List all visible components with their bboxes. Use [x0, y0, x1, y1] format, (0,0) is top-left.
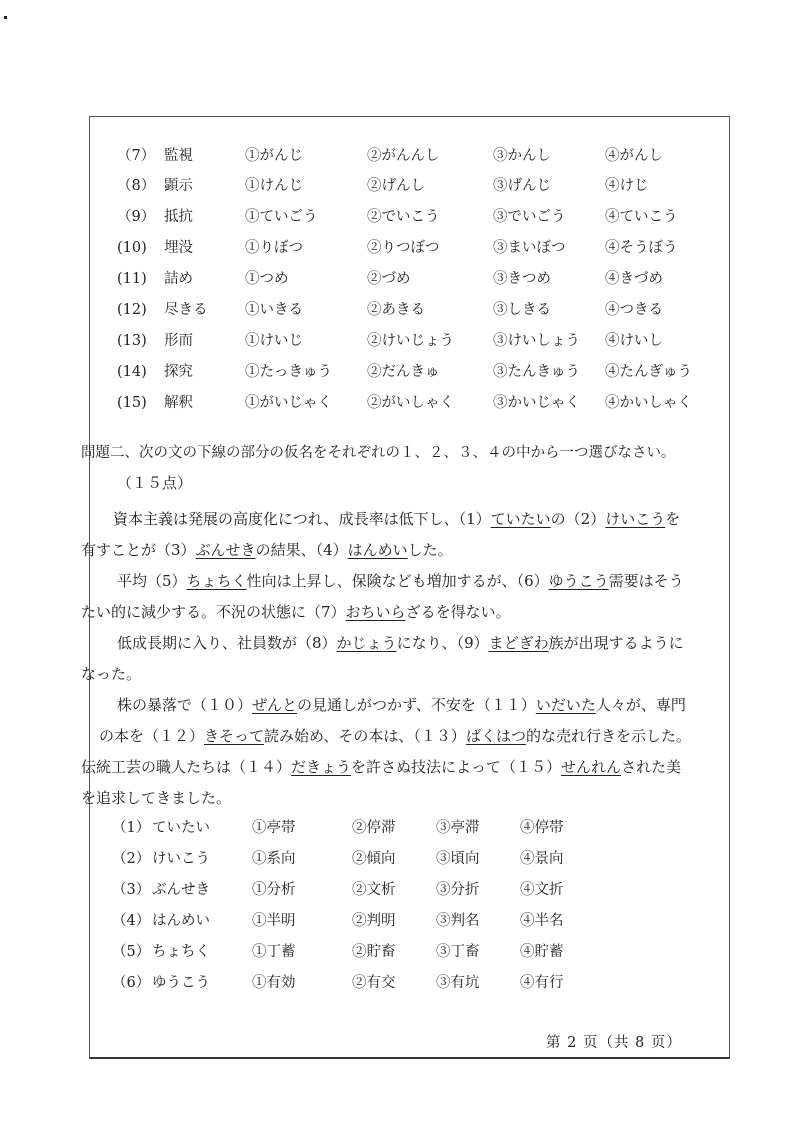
- option-2: ②りつぼつ: [367, 240, 440, 256]
- item-number: (13): [117, 333, 147, 349]
- option-1: ①けいじ: [245, 333, 303, 349]
- item-word: 解釈: [164, 395, 193, 411]
- option-1: ①半明: [252, 913, 296, 929]
- passage-line-1: 資本主義は発展の高度化につれ、成長率は低下し、（1）ていたいの（2）けいこうを: [113, 510, 681, 528]
- item-word: ぶんせき: [152, 882, 210, 898]
- passage-line-4: たい的に減少する。不況の状態に（7）おちいらざるを得ない。: [81, 603, 511, 621]
- option-2: ②がいしゃく: [367, 395, 454, 411]
- item-number: (11): [117, 271, 147, 287]
- underlined-word: けいこう: [605, 510, 666, 528]
- option-3: ③げんじ: [493, 178, 551, 194]
- item-number: (10): [117, 240, 147, 256]
- option-3: ③有坑: [436, 975, 480, 991]
- item-number: (12): [117, 302, 147, 318]
- option-2: ②文析: [352, 882, 396, 898]
- option-3: ③かいじゃく: [493, 395, 580, 411]
- item-number: （7）: [117, 148, 156, 164]
- underlined-word: だきょう: [291, 758, 352, 776]
- item-number: （1）: [112, 820, 151, 836]
- option-4: ④貯蓄: [520, 944, 564, 960]
- option-2: ②貯畜: [352, 944, 396, 960]
- option-1: ①けんじ: [245, 178, 303, 194]
- option-1: ①いきる: [245, 302, 303, 318]
- item-number: (14): [117, 364, 147, 380]
- option-3: ③かんし: [493, 148, 551, 164]
- option-1: ①つめ: [245, 271, 289, 287]
- option-3: ③でいごう: [493, 209, 566, 225]
- option-3: ③けいしょう: [493, 333, 580, 349]
- option-4: ④文折: [520, 882, 564, 898]
- item-word: 探究: [164, 364, 193, 380]
- option-3: ③まいぼつ: [493, 240, 566, 256]
- option-2: ②がんんし: [367, 148, 440, 164]
- item-word: はんめい: [152, 913, 210, 929]
- passage-line-6: なった。: [81, 665, 142, 683]
- item-word: 顕示: [164, 178, 193, 194]
- item-word: 形而: [164, 333, 193, 349]
- item-word: 埋没: [164, 240, 193, 256]
- item-word: けいこう: [152, 851, 210, 867]
- passage-line-8: の本を（１２）きそって読み始め、その本は、（１３）ばくはつ的な売れ行きを示した。: [99, 727, 691, 745]
- underlined-word: ぜんと: [252, 696, 298, 714]
- option-2: ②停滞: [352, 820, 396, 836]
- option-4: ④たんぎゅう: [605, 364, 692, 380]
- option-2: ②でいこう: [367, 209, 440, 225]
- passage-line-9: 伝統工芸の職人たちは（１４）だきょうを許さぬ技法によって（１５）せんれんされた美: [81, 758, 682, 776]
- item-number: （2）: [112, 851, 151, 867]
- option-1: ①がいじゃく: [245, 395, 332, 411]
- page-number: 第 2 页（共 8 页）: [546, 1035, 682, 1051]
- item-word: ゆうこう: [152, 975, 210, 991]
- option-1: ①ていごう: [245, 209, 318, 225]
- item-number: (15): [117, 395, 147, 411]
- question-points: （１５点）: [117, 474, 193, 492]
- scan-mark: [4, 16, 7, 19]
- option-4: ④半名: [520, 913, 564, 929]
- option-4: ④停帯: [520, 820, 564, 836]
- option-3: ③たんきゅう: [493, 364, 580, 380]
- underlined-word: きそって: [204, 727, 265, 745]
- item-word: 尽きる: [164, 302, 208, 318]
- option-3: ③頃向: [436, 851, 480, 867]
- passage-line-5: 低成長期に入り、社員数が（8）かじょうになり、（9）まどぎわ族が出現するように: [117, 634, 684, 652]
- option-4: ④かいしゃく: [605, 395, 692, 411]
- item-word: ちょちく: [152, 944, 210, 960]
- option-4: ④有行: [520, 975, 564, 991]
- underlined-word: おちいら: [345, 603, 406, 621]
- option-4: ④ていこう: [605, 209, 678, 225]
- passage-line-3: 平均（5）ちょちく性向は上昇し、保険なども増加するが、（6）ゆうこう需要はそう: [117, 572, 684, 590]
- option-4: ④景向: [520, 851, 564, 867]
- item-word: 詰め: [164, 271, 193, 287]
- option-3: ③きつめ: [493, 271, 551, 287]
- option-1: ①丁蓄: [252, 944, 296, 960]
- underlined-word: いだいた: [535, 696, 596, 714]
- underlined-word: ゆうこう: [548, 572, 609, 590]
- underlined-word: まどぎわ: [488, 634, 549, 652]
- item-word: ていたい: [152, 820, 210, 836]
- option-2: ②だんきゅ: [367, 364, 440, 380]
- question-title: 問題二、次の文の下線の部分の仮名をそれぞれの１、２、３、４の中から一つ選びなさい。: [81, 445, 676, 461]
- option-3: ③分折: [436, 882, 480, 898]
- option-4: ④けじ: [605, 178, 649, 194]
- item-number: （6）: [112, 975, 151, 991]
- underlined-word: ちょちく: [186, 572, 247, 590]
- underlined-word: ぶんせき: [195, 541, 256, 559]
- underlined-word: ばくはつ: [465, 727, 526, 745]
- item-number: （8）: [117, 178, 156, 194]
- option-1: ①がんじ: [245, 148, 303, 164]
- option-1: ①たっきゅう: [245, 364, 332, 380]
- option-2: ②有交: [352, 975, 396, 991]
- option-4: ④きづめ: [605, 271, 663, 287]
- item-word: 抵抗: [164, 209, 193, 225]
- option-1: ①分析: [252, 882, 296, 898]
- item-number: （5）: [112, 944, 151, 960]
- item-number: （4）: [112, 913, 151, 929]
- option-2: ②判明: [352, 913, 396, 929]
- option-1: ①系向: [252, 851, 296, 867]
- underlined-word: かじょう: [336, 634, 397, 652]
- option-4: ④けいし: [605, 333, 663, 349]
- option-4: ④そうぼう: [605, 240, 678, 256]
- option-2: ②あきる: [367, 302, 425, 318]
- item-number: （3）: [112, 882, 151, 898]
- option-2: ②げんし: [367, 178, 425, 194]
- item-word: 監視: [164, 148, 193, 164]
- underlined-word: はんめい: [347, 541, 408, 559]
- option-4: ④つきる: [605, 302, 663, 318]
- option-2: ②づめ: [367, 271, 411, 287]
- option-3: ③亭滞: [436, 820, 480, 836]
- option-2: ②傾向: [352, 851, 396, 867]
- option-3: ③しきる: [493, 302, 551, 318]
- option-1: ①亭帯: [252, 820, 296, 836]
- option-3: ③判名: [436, 913, 480, 929]
- passage-line-2: 有すことが（3）ぶんせきの結果、（4）はんめいした。: [81, 541, 453, 559]
- passage-line-7: 株の暴落で（１０）ぜんとの見通しがつかず、不安を（１１）いだいた人々が、専門: [117, 696, 686, 714]
- option-1: ①りぼつ: [245, 240, 303, 256]
- underlined-word: せんれん: [561, 758, 622, 776]
- underlined-word: ていたい: [490, 510, 551, 528]
- option-4: ④がんし: [605, 148, 663, 164]
- option-1: ①有効: [252, 975, 296, 991]
- passage-line-10: を追求してきました。: [81, 789, 232, 807]
- item-number: （9）: [117, 209, 156, 225]
- option-3: ③丁畜: [436, 944, 480, 960]
- option-2: ②けいじょう: [367, 333, 454, 349]
